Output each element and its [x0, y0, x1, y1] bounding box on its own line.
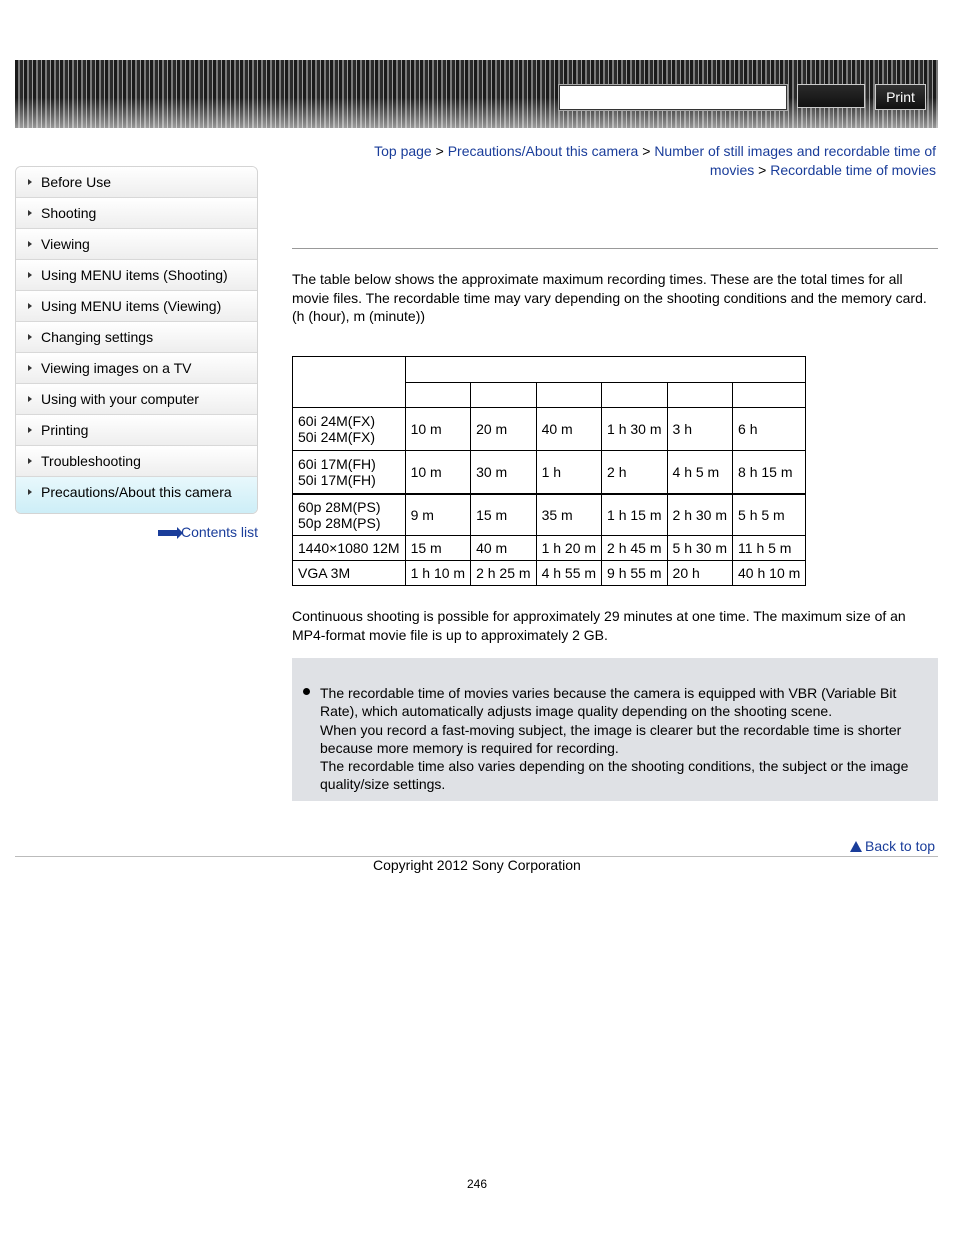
- chevron-right-icon: [28, 334, 32, 340]
- table-cell: 4 h 55 m: [536, 561, 601, 586]
- search-input[interactable]: [558, 84, 788, 111]
- table-cell: 40 m: [536, 408, 601, 451]
- sidebar-item-label: Using with your computer: [41, 391, 199, 407]
- table-row: [293, 536, 806, 561]
- table-cell: 2 h 45 m: [602, 536, 667, 561]
- table-header-cell: [293, 357, 406, 408]
- table-cell: 9 h 55 m: [602, 561, 667, 586]
- table-cell: 40 h 10 m: [733, 561, 806, 586]
- sidebar-item-viewing[interactable]: [16, 229, 257, 260]
- search-button[interactable]: [797, 84, 865, 108]
- arrow-up-icon: [850, 841, 862, 852]
- table-cell: 5 h 30 m: [667, 536, 732, 561]
- breadcrumb-number-still[interactable]: Number of still images and recordable time of movies: [654, 143, 936, 178]
- row-label-line: 60p 28M(PS): [298, 498, 381, 515]
- table-cell: 3 h: [667, 408, 732, 451]
- table-cell: 8 h 15 m: [733, 451, 806, 494]
- table-cell: 30 m: [471, 451, 536, 494]
- page-number: 246: [466, 1177, 488, 1191]
- table-header-cell: [471, 383, 536, 408]
- table-cell: 35 m: [536, 494, 601, 536]
- table-cell: 6 h: [733, 408, 806, 451]
- table-cell: 9 m: [405, 494, 470, 536]
- sidebar-item-label: Using MENU items (Viewing): [41, 298, 222, 314]
- table-cell: 1 h: [536, 451, 601, 494]
- table-header-cell: [602, 383, 667, 408]
- arrow-right-icon: [158, 530, 178, 536]
- sidebar-item-label: Printing: [41, 422, 89, 438]
- breadcrumb-separator: >: [431, 143, 448, 159]
- table-header-cell: [405, 357, 806, 383]
- intro-line-1: The table below shows the approximate maximum recording times. These are the total times for all movie files. The recordable time may vary depending on the shooting conditions and the memory card.: [292, 271, 927, 306]
- sidebar-item-label: Shooting: [41, 205, 97, 221]
- sidebar-item-viewing-tv[interactable]: [16, 353, 257, 384]
- table-cell: 1 h 20 m: [536, 536, 601, 561]
- row-label: [293, 494, 406, 536]
- back-to-top-label: Back to top: [865, 838, 936, 854]
- table-row: [293, 451, 806, 494]
- chevron-right-icon: [28, 210, 32, 216]
- sidebar-item-printing[interactable]: [16, 415, 257, 446]
- copyright-text: Copyright 2012 Sony Corporation: [373, 857, 581, 873]
- note-paragraph: The recordable time of movies varies because the camera is equipped with VBR (Variable Bit Rate), which automatically adjusts image quality depending on the shooting scene.: [320, 685, 897, 720]
- sidebar-item-shooting[interactable]: [16, 198, 257, 229]
- intro-line-2: (h (hour), m (minute)): [292, 308, 426, 324]
- sidebar-item-precautions[interactable]: [16, 477, 257, 513]
- sidebar-item-menu-viewing[interactable]: [16, 291, 257, 322]
- table-cell: 2 h 30 m: [667, 494, 732, 536]
- row-label: 1440×1080 12M: [293, 536, 406, 561]
- row-label: [293, 408, 406, 451]
- note-text: [320, 684, 920, 794]
- sidebar-item-label: Using MENU items (Shooting): [41, 267, 228, 283]
- table-cell: 4 h 5 m: [667, 451, 732, 494]
- sidebar-item-before-use[interactable]: [16, 167, 257, 198]
- sidebar-nav: [15, 166, 258, 514]
- chevron-right-icon: [28, 489, 32, 495]
- contents-list-label: Contents list: [181, 524, 259, 540]
- table-cell: 15 m: [405, 536, 470, 561]
- table-cell: 1 h 30 m: [602, 408, 667, 451]
- chevron-right-icon: [28, 272, 32, 278]
- table-cell: 40 m: [471, 536, 536, 561]
- breadcrumb-separator: >: [638, 143, 655, 159]
- breadcrumb: [340, 142, 936, 180]
- chevron-right-icon: [28, 458, 32, 464]
- chevron-right-icon: [28, 303, 32, 309]
- continuous-shooting-note: Continuous shooting is possible for approximately 29 minutes at one time. The maximum size of an MP4-format movie file is up to approximately 2 GB.: [292, 608, 906, 643]
- back-to-top-link[interactable]: [850, 838, 935, 854]
- breadcrumb-current[interactable]: Recordable time of movies: [770, 162, 936, 178]
- breadcrumb-separator: >: [754, 162, 771, 178]
- table-cell: 20 h: [667, 561, 732, 586]
- header-banner: [15, 60, 938, 128]
- title-divider: [292, 248, 938, 249]
- table-cell: 11 h 5 m: [733, 536, 806, 561]
- breadcrumb-top-page[interactable]: Top page: [374, 143, 432, 159]
- intro-text: [292, 270, 938, 326]
- row-label-line: 60i 24M(FX): [298, 413, 376, 429]
- table-header-row: [293, 357, 806, 383]
- table-row: [293, 494, 806, 536]
- sidebar-item-label: Troubleshooting: [41, 453, 141, 469]
- table-cell: 1 h 10 m: [405, 561, 470, 586]
- breadcrumb-precautions[interactable]: Precautions/About this camera: [447, 143, 639, 159]
- sidebar-item-label: Before Use: [41, 174, 112, 190]
- table-cell: 10 m: [405, 451, 470, 494]
- row-label-line: 50p 28M(PS): [298, 514, 381, 531]
- row-label-line: 50i 24M(FX): [298, 429, 376, 445]
- table-cell: 2 h: [602, 451, 667, 494]
- table-cell: 2 h 25 m: [471, 561, 536, 586]
- table-cell: 15 m: [471, 494, 536, 536]
- print-button[interactable]: Print: [875, 84, 926, 110]
- chevron-right-icon: [28, 241, 32, 247]
- table-cell: 10 m: [405, 408, 470, 451]
- row-label: [293, 451, 406, 494]
- chevron-right-icon: [28, 179, 32, 185]
- row-label: VGA 3M: [293, 561, 406, 586]
- table-cell: 1 h 15 m: [602, 494, 667, 536]
- table-cell: 5 h 5 m: [733, 494, 806, 536]
- contents-list-link[interactable]: [158, 524, 258, 540]
- chevron-right-icon: [28, 427, 32, 433]
- recordable-time-table: [292, 356, 806, 586]
- sidebar-item-menu-shooting[interactable]: [16, 260, 257, 291]
- sidebar-item-computer[interactable]: [16, 384, 257, 415]
- table-row: [293, 561, 806, 586]
- sidebar-item-label: Changing settings: [41, 329, 154, 345]
- table-header-cell: [733, 383, 806, 408]
- note-box: [292, 658, 938, 801]
- row-label-line: 50i 17M(FH): [298, 471, 376, 488]
- chevron-right-icon: [28, 396, 32, 402]
- table-row: [293, 408, 806, 451]
- table-header-cell: [536, 383, 601, 408]
- bullet-icon: [303, 688, 310, 695]
- sidebar-item-label: Precautions/About this camera: [41, 484, 232, 500]
- table-header-cell: [667, 383, 732, 408]
- sidebar-item-label: Viewing images on a TV: [41, 360, 192, 376]
- note-paragraph: When you record a fast-moving subject, the image is clearer but the recordable time is shorter because more memory is required for recording.: [320, 721, 902, 756]
- sidebar-item-label: Viewing: [41, 236, 90, 252]
- sidebar-item-changing-settings[interactable]: [16, 322, 257, 353]
- row-label-line: 60i 17M(FH): [298, 455, 376, 472]
- note-paragraph: The recordable time also varies depending on the shooting conditions, the subject or the image quality/size settings.: [320, 758, 909, 793]
- table-header-cell: [405, 383, 470, 408]
- table-cell: 20 m: [471, 408, 536, 451]
- sidebar-item-troubleshooting[interactable]: [16, 446, 257, 477]
- chevron-right-icon: [28, 365, 32, 371]
